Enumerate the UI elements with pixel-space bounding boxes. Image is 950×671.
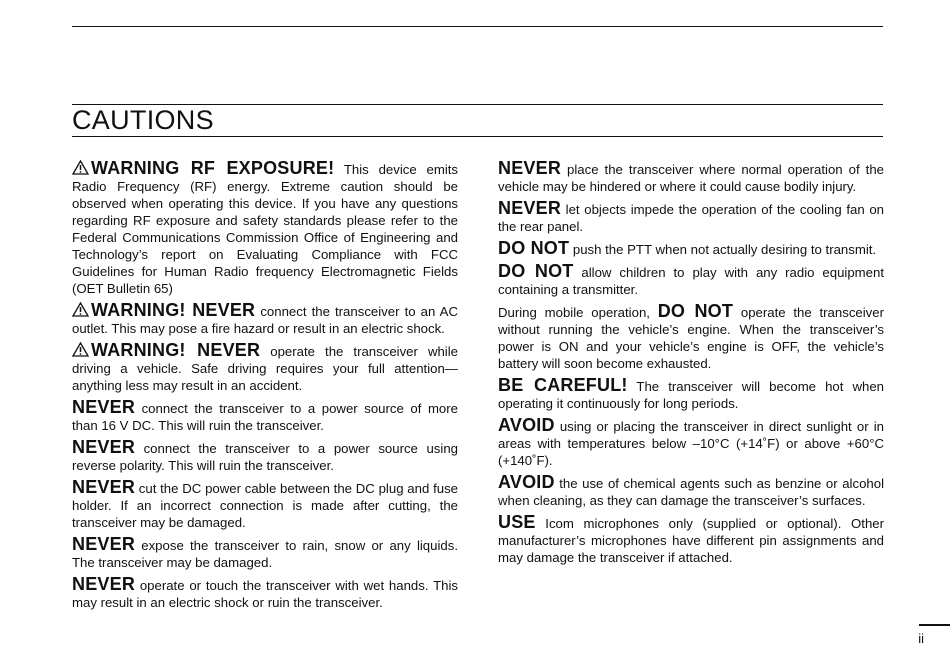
caution-keyword: NEVER bbox=[72, 397, 136, 417]
caution-keyword: WARNING! NEVER bbox=[91, 300, 256, 320]
caution-paragraph bbox=[72, 302, 458, 337]
caution-keyword: NEVER bbox=[72, 574, 136, 594]
caution-keyword: WARNING! NEVER bbox=[91, 340, 261, 360]
caution-paragraph bbox=[72, 479, 458, 531]
caution-keyword: AVOID bbox=[498, 415, 555, 435]
title-bottom-rule bbox=[72, 136, 883, 137]
caution-keyword: DO NOT bbox=[498, 261, 574, 281]
caution-text: the use of chemical agents such as benzine or alcohol when cleaning, as they can damage the transceiver’s surfaces. bbox=[498, 476, 884, 508]
caution-keyword: BE CAREFUL! bbox=[498, 375, 628, 395]
caution-keyword: DO NOT bbox=[657, 301, 734, 321]
caution-text: operate the transceiver while driving a vehicle. Safe driving requires your full attention—anything less may result in an accident. bbox=[72, 344, 459, 393]
caution-keyword: NEVER bbox=[498, 158, 562, 178]
caution-keyword: DO NOT bbox=[498, 238, 570, 258]
warning-triangle-icon bbox=[72, 302, 89, 317]
caution-paragraph bbox=[498, 263, 884, 298]
caution-lead-text: During mobile operation, bbox=[498, 305, 658, 320]
caution-paragraph bbox=[72, 399, 458, 434]
caution-paragraph bbox=[498, 200, 884, 235]
right-column bbox=[498, 160, 884, 571]
warning-triangle-icon bbox=[72, 160, 89, 175]
caution-paragraph bbox=[72, 342, 458, 394]
caution-paragraph bbox=[498, 303, 884, 372]
caution-text: using or placing the transceiver in direct sunlight or in areas with temperatures below –10°C (+14˚F) or above +60°C (+140˚F). bbox=[498, 419, 884, 468]
caution-text: The transceiver will become hot when operating it continuously for long periods. bbox=[498, 379, 884, 411]
caution-keyword: NEVER bbox=[72, 437, 136, 457]
caution-paragraph bbox=[498, 240, 884, 258]
caution-text: operate the transceiver without running the vehicle’s engine. When the transceiver’s power is ON and your vehicle’s engine is OFF, the vehicle’s battery will soon become exhausted. bbox=[498, 305, 884, 371]
top-rule bbox=[72, 26, 883, 27]
page-number-rule bbox=[919, 624, 950, 626]
caution-text: let objects impede the operation of the cooling fan on the rear panel. bbox=[498, 202, 884, 234]
caution-text: push the PTT when not actually desiring to transmit. bbox=[569, 242, 877, 257]
caution-paragraph bbox=[498, 160, 884, 195]
page-number: ii bbox=[918, 631, 924, 646]
caution-text: connect the transceiver to a power source of more than 16 V DC. This will ruin the transceiver. bbox=[72, 401, 458, 433]
caution-keyword: NEVER bbox=[72, 534, 136, 554]
caution-paragraph bbox=[498, 377, 884, 412]
caution-text: operate or touch the transceiver with wet hands. This may result in an electric shock or ruin the transceiver. bbox=[72, 578, 458, 610]
caution-paragraph bbox=[498, 474, 884, 509]
warning-triangle-icon bbox=[72, 342, 89, 357]
caution-text: Icom microphones only (supplied or optional). Other manufacturer’s microphones have different pin assignments and may damage the transceiver if attached. bbox=[498, 516, 884, 565]
caution-paragraph bbox=[72, 160, 458, 297]
left-column bbox=[72, 160, 458, 616]
caution-keyword: USE bbox=[498, 512, 536, 532]
caution-keyword: WARNING RF EXPOSURE! bbox=[91, 158, 335, 178]
caution-paragraph bbox=[72, 439, 458, 474]
caution-paragraph bbox=[498, 514, 884, 566]
caution-text: connect the transceiver to a power source using reverse polarity. This will ruin the transceiver. bbox=[72, 441, 458, 473]
caution-text: cut the DC power cable between the DC plug and fuse holder. If an incorrect connection is made after cutting, the transceiver may be damaged. bbox=[72, 481, 458, 530]
caution-keyword: AVOID bbox=[498, 472, 555, 492]
caution-keyword: NEVER bbox=[498, 198, 562, 218]
caution-text: connect the transceiver to an AC outlet. This may pose a fire hazard or result in an electric shock. bbox=[72, 304, 458, 336]
caution-paragraph bbox=[72, 576, 458, 611]
caution-text: place the transceiver where normal operation of the vehicle may be hindered or where it could cause bodily injury. bbox=[498, 162, 884, 194]
caution-paragraph bbox=[72, 536, 458, 571]
caution-text: expose the transceiver to rain, snow or any liquids. The transceiver may be damaged. bbox=[72, 538, 458, 570]
caution-paragraph bbox=[498, 417, 884, 469]
caution-keyword: NEVER bbox=[72, 477, 136, 497]
page-title: CAUTIONS bbox=[72, 105, 214, 135]
caution-text: allow children to play with any radio equipment containing a transmitter. bbox=[498, 265, 884, 297]
caution-text: This device emits Radio Frequency (RF) energy. Extreme caution should be observed when operating this device. If you have any questions regarding RF exposure and safety standards please refer to the Federal Communications Commission Office of Engineering and Technology’s report on Evaluating Compliance with FCC Guidelines for Human Radio frequency Electromagnetic Fields (OET Bulletin 65) bbox=[72, 162, 459, 296]
